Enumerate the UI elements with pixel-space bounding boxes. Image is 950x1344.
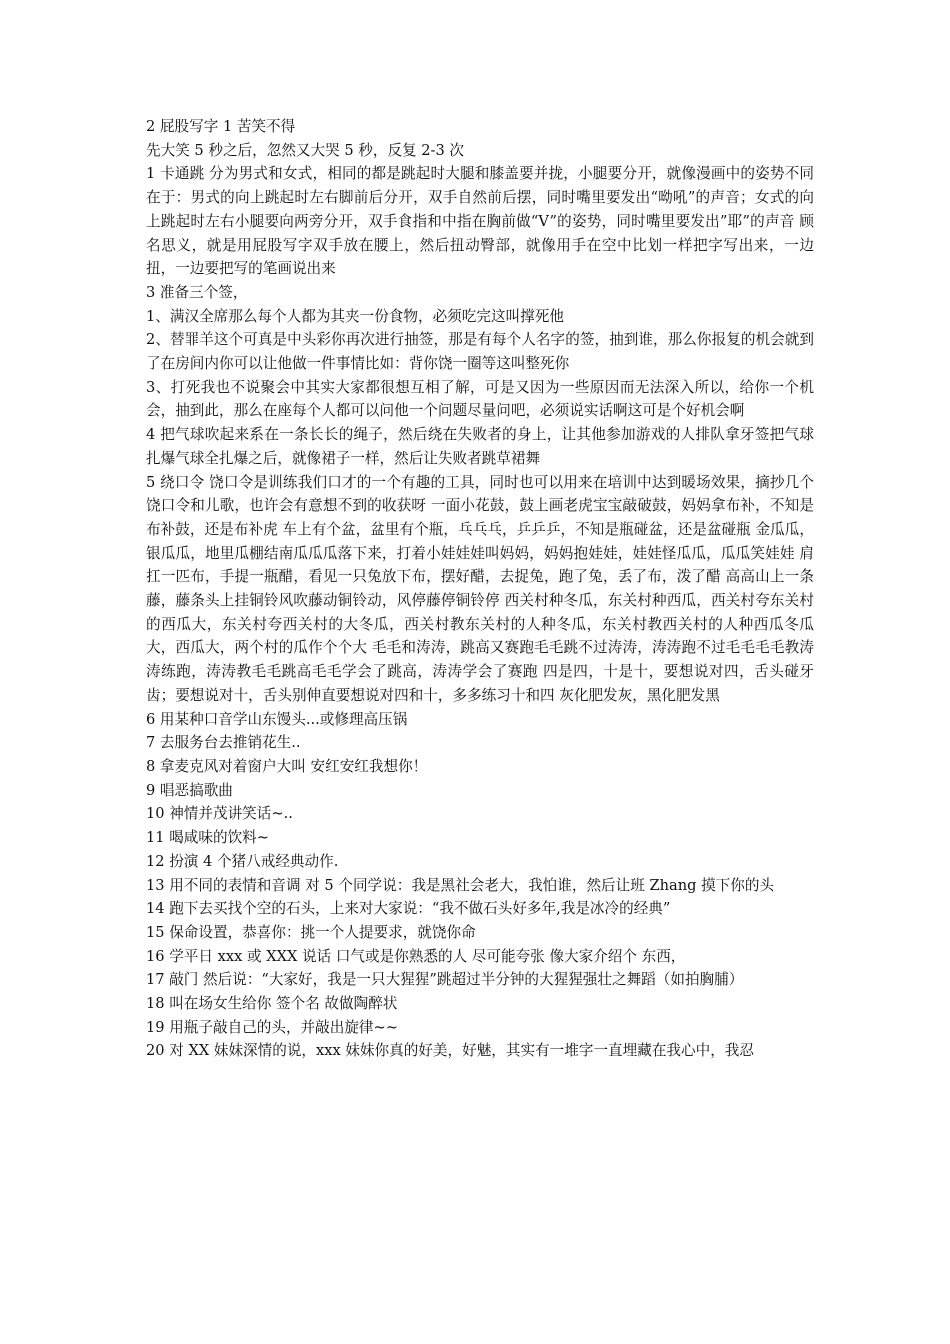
paragraph-3: 1 卡通跳 分为男式和女式，相同的都是跳起时大腿和膝盖要并拢，小腿要分开，就像漫画中的姿势不同在于：男式的向上跳起时左右脚前后分开，双手自然前后摆，同时嘴里要发出“呦吼”的声音；女式的向上跳起时左右小腿要向两旁分开，双手食指和中指在胸前做“V”的姿势，同时嘴里要发出”耶”的声音 顾名思义，就是用屁股写字双手放在腰上，然后扭动臀部，就像用手在空中比划一样把字写出来，一边扭，一边要把写的笔画说出来 (146, 165, 814, 278)
paragraph-17: 13 用不同的表情和音调 对 5 个同学说：我是黑社会老大，我怕谁，然后让班 Zhang 摸下你的头 (146, 876, 775, 894)
paragraph-15: 11 喝咸味的饮料~ (146, 829, 269, 847)
paragraph-7: 3、打死我也不说聚会中其实大家都很想互相了解，可是又因为一些原因而无法深入所以，给你一个机会，抽到此，那么在座每个人都可以问他一个问题尽量问吧，必须说实话啊这可是个好机会啊 (146, 378, 814, 420)
paragraph-19: 15 保命设置，恭喜你：挑一个人提要求，就饶你命 (146, 923, 476, 941)
paragraph-12: 8 拿麦克风对着窗户大叫 安红安红我想你！ (146, 757, 428, 775)
paragraph-16: 12 扮演 4 个猪八戒经典动作. (146, 852, 339, 870)
paragraph-10: 6 用某种口音学山东馒头...或修理高压锅 (146, 710, 408, 728)
paragraph-11: 7 去服务台去推销花生.. (146, 734, 301, 752)
paragraph-20: 16 学平日 xxx 或 XXX 说话 口气或是你熟悉的人 尽可能夸张 像大家介绍个 东西， (146, 947, 686, 965)
paragraph-18: 14 跑下去买找个空的石头，上来对大家说：“我不做石头好多年,我是冰冷的经典” (146, 900, 671, 918)
paragraph-23: 19 用瓶子敲自己的头，并敲出旋律~~ (146, 1018, 398, 1036)
paragraph-24: 20 对 XX 妹妹深情的说，xxx 妹妹你真的好美，好魅，其实有一堆字一直埋藏在我心中，我忍 (146, 1042, 754, 1060)
paragraph-9: 5 绕口令 饶口令是训练我们口才的一个有趣的工具，同时也可以用来在培训中达到暖场效果，摘抄几个饶口令和儿歌，也许会有意想不到的收获呀 一面小花鼓，鼓上画老虎宝宝敲破鼓，妈妈拿布补，不知是布补鼓，还是布补虎 车上有个盆，盆里有个瓶，乓乓乓，乒乒乒，不知是瓶碰盆，还是盆碰瓶 金瓜瓜，银瓜瓜，地里瓜棚结南瓜瓜瓜落下来，打着小娃娃娃叫妈妈，妈妈抱娃娃，娃娃怪瓜瓜，瓜瓜笑娃娃 肩扛一匹布，手提一瓶醋，看见一只兔放下布，摆好醋，去捉兔，跑了兔，丢了布，泼了醋 高高山上一条藤，藤条头上挂铜铃风吹藤动铜铃动，风停藤停铜铃停 西关村种冬瓜，东关村种西瓜，西关村夸东关村的西瓜大，东关村夸西关村的大冬瓜，西关村教东关村的人种冬瓜，东关村教西关村的人种西瓜冬瓜大，西瓜大，两个村的瓜作个个大 毛毛和涛涛，跳高又赛跑毛毛跳不过涛涛，涛涛跑不过毛毛毛毛教涛涛练跑，涛涛教毛毛跳高毛毛学会了跳高，涛涛学会了赛跑 四是四，十是十，要想说对四，舌头碰牙齿；要想说对十，舌头别伸直要想说对四和十，多多练习十和四 灰化肥发灰，黑化肥发黑 (146, 473, 814, 704)
paragraph-4: 3 准备三个签， (146, 283, 248, 301)
paragraph-1: 2 屁股写字 1 苦笑不得 (146, 118, 296, 135)
paragraph-5: 1、满汉全席那么每个人都为其夹一份食物，必须吃完这叫撑死他 (146, 307, 564, 325)
paragraph-8: 4 把气球吹起来系在一条长长的绳子，然后绕在失败者的身上，让其他参加游戏的人排队拿牙签把气球扎爆气球全扎爆之后，就像裙子一样，然后让失败者跳草裙舞 (146, 426, 814, 467)
document-body (146, 115, 814, 1063)
paragraph-22: 18 叫在场女生给你 签个名 故做陶醉状 (146, 995, 398, 1013)
paragraph-21: 17 敲门 然后说：“大家好，我是一只大猩猩”跳超过半分钟的大猩猩强壮之舞蹈（如拍胸脯） (146, 971, 744, 989)
paragraph-14: 10 神情并茂讲笑话~.. (146, 805, 293, 823)
paragraph-13: 9 唱恶搞歌曲 (146, 781, 233, 799)
paragraph-6: 2、替罪羊这个可真是中头彩你再次进行抽签，那是有每个人名字的签，抽到谁，那么你报复的机会就到了在房间内你可以让他做一件事情比如：背你饶一圈等这叫整死你 (146, 331, 814, 373)
paragraph-2: 先大笑 5 秒之后，忽然又大哭 5 秒，反复 2-3 次 (146, 141, 464, 159)
